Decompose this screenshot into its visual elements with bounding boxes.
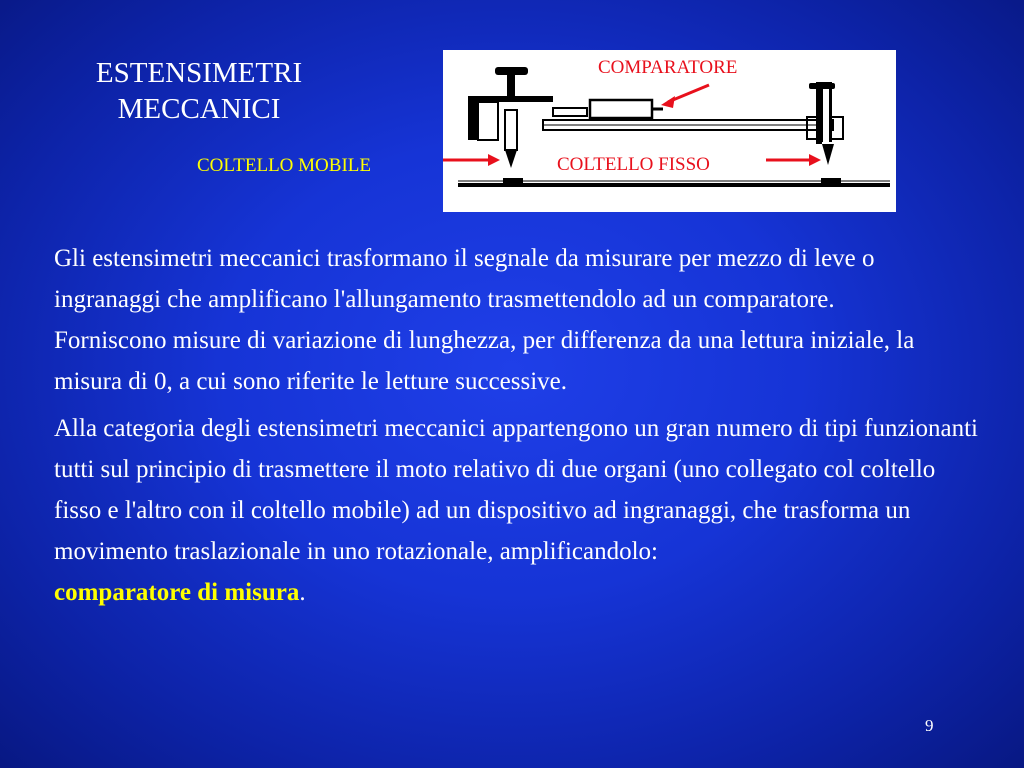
comparatore-body: [590, 100, 652, 118]
left-knob: [495, 67, 528, 75]
right-knob: [809, 83, 835, 89]
strain-gauge-figure: [443, 50, 896, 212]
mobile-knife: [505, 110, 517, 150]
page-number: 9: [925, 716, 934, 735]
paragraph-2: Forniscono misure di variazione di lunghezza, per differenza da una lettura iniziale, la misura di 0, a cui sono riferite le letture successive.: [54, 327, 915, 395]
highlight-comparatore-di-misura: comparatore di misura: [54, 579, 300, 606]
coltello-mobile-label: COLTELLO MOBILE: [197, 155, 371, 176]
left-frame: [468, 98, 478, 140]
title-line-1: ESTENSIMETRI: [95, 57, 303, 89]
comparatore-label: COMPARATORE: [598, 57, 738, 78]
paragraph-1: Gli estensimetri meccanici trasformano il segnale da misurare per mezzo di leve o ingranaggi che amplificano l'allungamento trasmettendolo ad un comparatore.: [54, 245, 875, 313]
paragraph-3-text: Alla categoria degli estensimetri meccanici appartengono un gran numero di tipi funzionanti tutti sul principio di trasmettere il moto relativo di due organi (uno collegato col coltello fisso e l'altro con il coltello mobile) ad un dispositivo ad ingranaggi, che trasforma un movimento traslazionale in uno rotazionale, amplificandolo:: [54, 415, 978, 565]
paragraph-3: [54, 408, 984, 613]
fixed-knife: [822, 144, 834, 165]
end-punctuation: .: [299, 579, 306, 606]
body-text: [54, 238, 984, 613]
slide-title: [60, 55, 338, 127]
coltello-fisso-label: COLTELLO FISSO: [557, 154, 710, 175]
title-line-2: MECCANICI: [117, 93, 281, 125]
